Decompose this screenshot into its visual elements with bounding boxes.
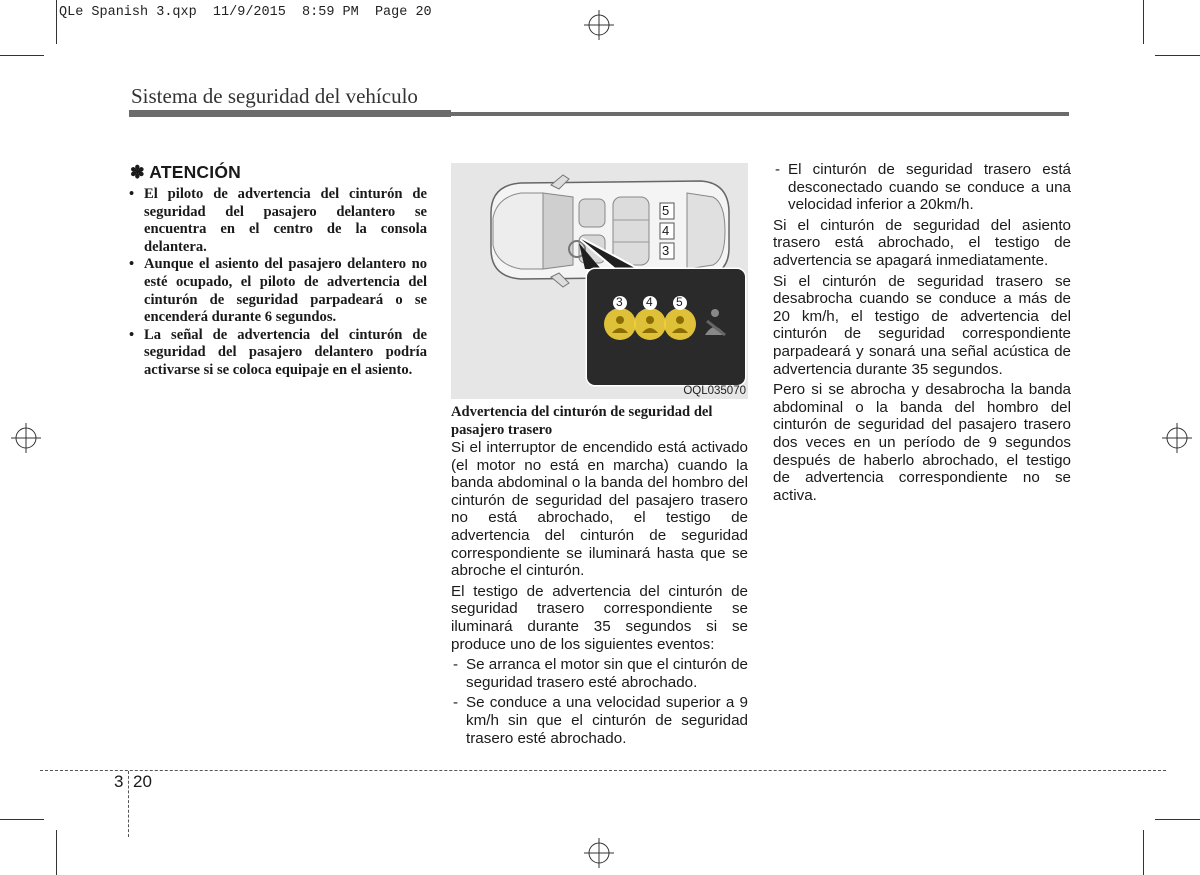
section-heading: Advertencia del cinturón de seguridad del pasajero trasero xyxy=(451,404,713,438)
attention-list xyxy=(115,186,427,380)
paragraph: Si el cinturón de seguridad del asiento trasero está abrochado, el testigo de advertencia se apagará inmediatamente. xyxy=(773,216,1071,269)
figure-code: OQL035070 xyxy=(683,385,746,397)
seat-number-label: 5 xyxy=(662,203,670,218)
print-slug: QLe Spanish 3.qxp 11/9/2015 8:59 PM Page 20 xyxy=(59,5,432,20)
crop-mark xyxy=(0,55,44,56)
seat-number-label: 3 xyxy=(662,243,670,258)
list-item: • La señal de advertencia del cinturón de seguridad del pasajero delantero podría activarse si se coloca equipaje en el asiento. xyxy=(115,327,427,380)
dash-item: - Se conduce a una velocidad superior a 9 km/h sin que el cinturón de seguridad trasero esté abrochado. xyxy=(451,694,748,747)
seat-number-label: 4 xyxy=(662,223,670,238)
dash-item: - El cinturón de seguridad trasero está desconectado cuando se conduce a una velocidad inferior a 20km/h. xyxy=(773,161,1071,214)
registration-mark-icon xyxy=(11,423,41,453)
indicator-number-label: 3 xyxy=(616,295,623,309)
registration-mark-icon xyxy=(1162,423,1192,453)
indicator-number-label: 5 xyxy=(676,295,683,309)
page-title: Sistema de seguridad del vehículo xyxy=(131,84,418,108)
paragraph: Pero si se abrocha y desabrocha la banda abdominal o la banda del hombro del cinturón de seguridad del pasajero trasero dos veces en un período de 9 segundos después de haberlo abrochado, el testigo de advertencia correspondiente no se activa. xyxy=(773,381,1071,504)
seat-belt-figure xyxy=(451,163,748,399)
attention-section xyxy=(115,162,427,380)
paragraph: Si el cinturón de seguridad trasero se desabrocha cuando se conduce a más de 20 km/h, el testigo de advertencia del cinturón de seguridad correspondiente parpadeará y sonará una señal acústica de advertencia durante 35 segundos. xyxy=(773,272,1071,378)
header-rule-accent xyxy=(129,110,451,117)
crop-mark xyxy=(1155,55,1200,56)
chapter-number: 3 xyxy=(114,772,124,791)
crop-mark xyxy=(1155,819,1200,820)
list-item: • El piloto de advertencia del cinturón de seguridad del pasajero delantero se encuentra en el centro de la consola delantera. xyxy=(115,186,427,256)
registration-mark-icon xyxy=(584,10,614,40)
crop-mark xyxy=(1143,0,1144,44)
car-top-view-illustration xyxy=(451,163,748,399)
indicator-number-label: 4 xyxy=(646,295,653,309)
rear-belt-continued xyxy=(773,161,1071,507)
paragraph: Si el interruptor de encendido está activado (el motor no está en marcha) cuando la banda abdominal o la banda del hombro del cinturón de seguridad del pasajero trasero no está abrochado, el testigo de advertencia del cinturón de seguridad correspondiente se iluminará hasta que se abroche el cinturón. xyxy=(451,439,748,580)
dash-item: - Se arranca el motor sin que el cinturón de seguridad trasero esté abrochado. xyxy=(451,656,748,691)
attention-title: ✽ ATENCIÓN xyxy=(130,162,241,182)
list-item: • Aunque el asiento del pasajero delantero no esté ocupado, el piloto de advertencia del cinturón de seguridad parpadeará o se encenderá durante 6 segundos. xyxy=(115,256,427,326)
crop-mark xyxy=(56,830,57,875)
rear-belt-section xyxy=(451,163,748,750)
crop-mark xyxy=(56,0,57,44)
registration-mark-icon xyxy=(584,838,614,868)
footer-divider xyxy=(128,771,129,837)
crop-mark xyxy=(1143,830,1144,875)
page-number: 20 xyxy=(133,772,152,791)
paragraph: El testigo de advertencia del cinturón de seguridad trasero correspondiente se iluminará durante 35 segundos si se produce uno de los siguientes eventos: xyxy=(451,582,748,653)
footer-rule xyxy=(40,770,1166,771)
crop-mark xyxy=(0,819,44,820)
